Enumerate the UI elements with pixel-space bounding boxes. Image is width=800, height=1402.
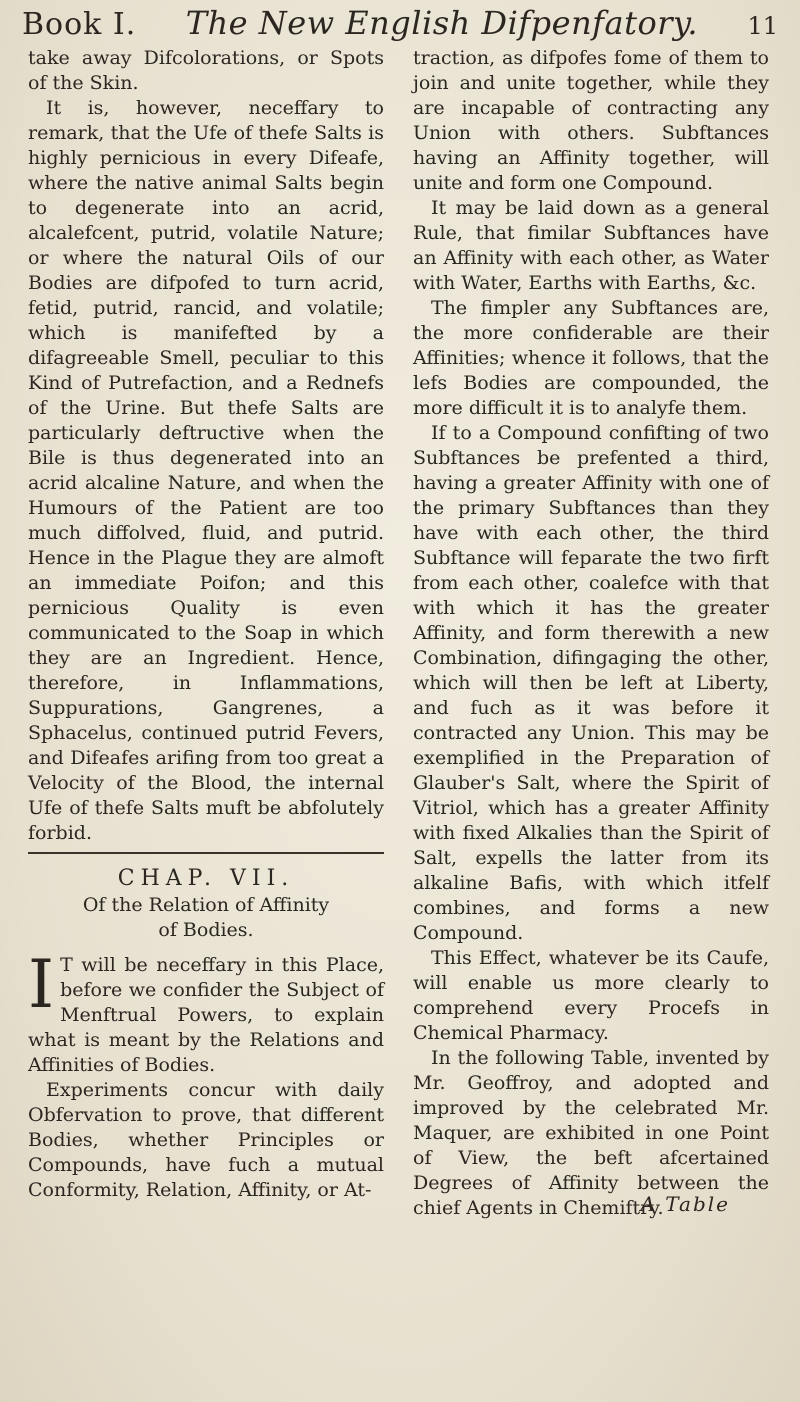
paragraph: traction, as difpofes fome of them to join and unite together, while they are incapable of contracting any Union with others. Subftances having an Affinity together, will unite and form one Compound. xyxy=(413,47,769,194)
catchword: A Table xyxy=(640,1192,730,1216)
chapter-subtitle-2: of Bodies. xyxy=(158,919,254,941)
paragraph: This Effect, whatever be its Caufe, will enable us more clearly to comprehend every Procefs in Chemical Pharmacy. xyxy=(413,947,769,1044)
paragraph: In the following Table, invented by Mr. Geoffroy, and adopted and improved by the celebrated Mr. Maquer, are exhibited in one Point of View, the beft afcertained Degrees of Affinity between the chief Agents in Chemiftry. xyxy=(413,1047,769,1219)
paragraph: take away Difcolorations, or Spots of the Skin. xyxy=(28,47,384,94)
chapter-heading xyxy=(28,852,384,943)
paragraph: If to a Compound confifting of two Subftances be prefented a third, having a greater Affinity with one of the primary Subftances than they have with each other, the third Subftance will feparate the two firft from each other, coalefce with that with which it has the greater Affinity, and form therewith a new Combination, difingaging the other, which will then be left at Liberty, and fuch as it was before it contracted any Union. This may be exemplified in the Preparation of Glauber's Salt, where the Spirit of Vitriol, which has a greater Affinity with fixed Alkalies than the Spirit of Salt, expells the latter from its alkaline Bafis, with which itfelf combines, and forms a new Compound. xyxy=(413,422,769,944)
chapter-title: CHAP. VII. xyxy=(117,866,295,891)
running-header xyxy=(22,4,778,50)
chapter-subtitle: Of the Relation of Affinity xyxy=(82,894,330,916)
paragraph: It may be laid down as a general Rule, that fimilar Subftances have an Affinity with each other, as Water with Water, Earths with Earths, &c. xyxy=(413,197,769,294)
left-column xyxy=(28,46,384,1203)
paragraph: Experiments concur with daily Obfervation to prove, that different Bodies, whether Principles or Compounds, have fuch a mutual Conformity, Relation, Affinity, or At- xyxy=(28,1079,384,1201)
right-column xyxy=(413,46,769,1221)
book-label: Book I. xyxy=(22,7,137,42)
running-title: The New English Difpenfatory. xyxy=(185,4,699,42)
chapter-opening-paragraph xyxy=(28,946,384,1078)
drop-capital: I xyxy=(28,946,55,1023)
paragraph-text: T will be neceffary in this Place, before we confider the Subject of Menftrual Powers, to explain what is meant by the Relations and Affinities of Bodies. xyxy=(28,954,384,1076)
paragraph: The fimpler any Subftances are, the more confiderable are their Affinities; whence it follows, that the lefs Bodies are compounded, the more difficult it is to analyfe them. xyxy=(413,297,769,419)
page-number: 11 xyxy=(747,12,778,40)
paragraph: It is, however, neceffary to remark, that the Ufe of thefe Salts is highly pernicious in every Difeafe, where the native animal Salts begin to degenerate into an acrid, alcalefcent, putrid, volatile Nature; or where the natural Oils of our Bodies are difpofed to turn acrid, fetid, putrid, rancid, and volatile; which is manifefted by a difagreeable Smell, peculiar to this Kind of Putrefaction, and a Rednefs of the Urine. But thefe Salts are particularly deftructive when the Bile is thus degenerated into an acrid alcaline Nature, and when the Humours of the Patient are too much diffolved, fluid, and putrid. Hence in the Plague they are almoft an immediate Poifon; and this pernicious Quality is even communicated to the Soap in which they are an Ingredient. Hence, therefore, in Inflammations, Suppurations, Gangrenes, a Sphacelus, continued putrid Fevers, and Difeafes arifing from too great a Velocity of the Blood, the internal Ufe of thefe Salts muft be abfolutely forbid. xyxy=(28,97,384,844)
